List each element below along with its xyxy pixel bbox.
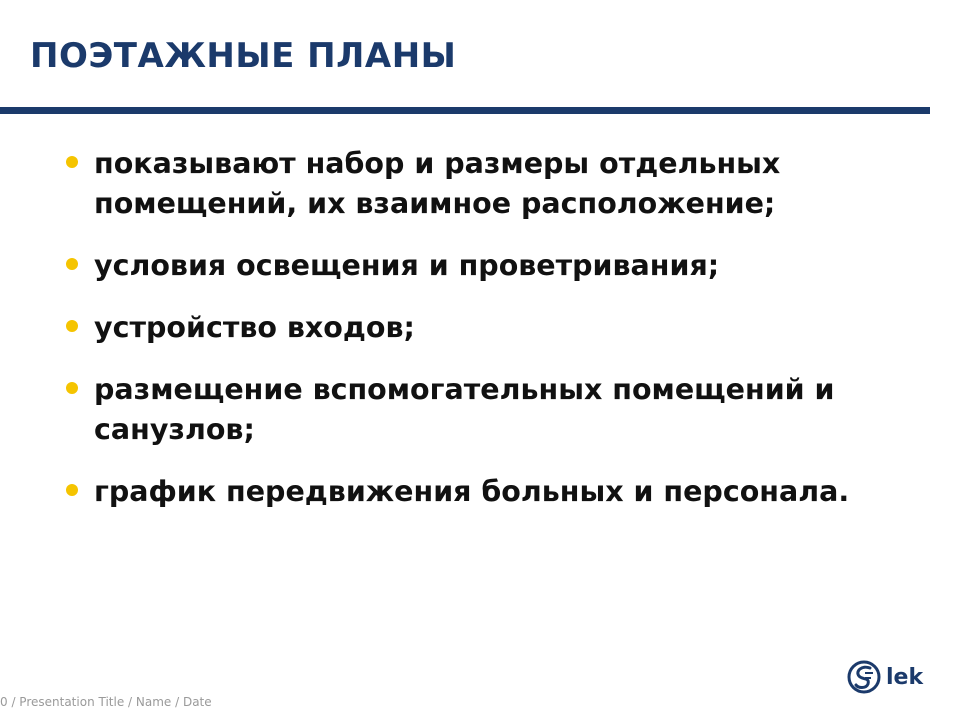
bullet-text: график передвижения больных и персонала. (94, 475, 850, 508)
list-item (64, 308, 944, 348)
lek-logo-icon (846, 659, 882, 695)
bullet-text: размещение вспомогательных помещений и санузлов; (94, 373, 835, 446)
list-item (64, 370, 944, 450)
bullet-dot-icon (66, 320, 78, 332)
bullet-text: устройство входов; (94, 311, 415, 344)
bullet-dot-icon (66, 382, 78, 394)
bullet-dot-icon (66, 258, 78, 270)
list-item (64, 472, 944, 512)
bullet-dot-icon (66, 484, 78, 496)
title-divider (0, 107, 930, 114)
bullet-dot-icon (66, 156, 78, 168)
logo-text: lek (886, 664, 924, 690)
company-logo (846, 656, 923, 698)
slide-title: ПОЭТАЖНЫЕ ПЛАНЫ (30, 36, 457, 76)
footer-text: 0 / Presentation Title / Name / Date (0, 695, 212, 709)
list-item (64, 144, 944, 224)
bullet-text: условия освещения и проветривания; (94, 249, 720, 282)
list-item (64, 246, 944, 286)
bullet-text: показывают набор и размеры отдельных помещений, их взаимное расположение; (94, 147, 781, 220)
bullet-list (64, 144, 944, 534)
